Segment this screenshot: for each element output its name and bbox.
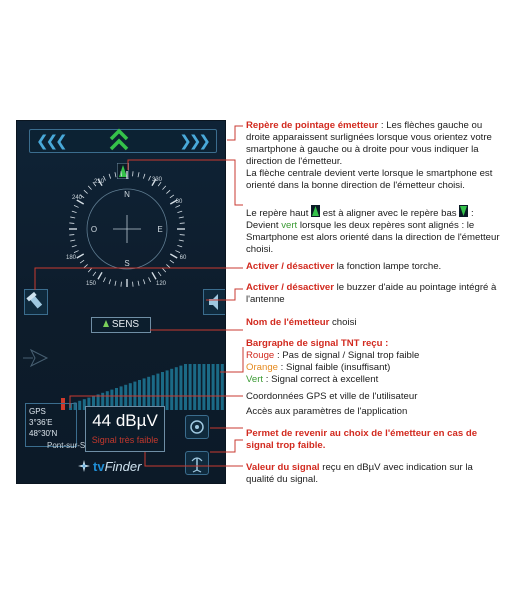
compass-tick <box>88 268 91 272</box>
compass-degree: 150 <box>85 281 97 287</box>
callout-text-green: vert <box>281 220 298 231</box>
compass-tick <box>103 277 105 282</box>
compass-tick <box>93 272 96 276</box>
signal-bar <box>166 370 169 410</box>
tvfinder-logo-icon <box>77 459 91 473</box>
double-chevron-right-icon: ❯❯❯ <box>179 132 208 150</box>
callout-title: Valeur du signal <box>246 462 320 473</box>
signal-bar <box>78 401 81 410</box>
compass-label-o: O <box>90 225 98 234</box>
legend-green: Vert <box>246 374 264 385</box>
signal-bar <box>193 364 196 410</box>
compass-tick <box>72 211 77 213</box>
signal-bar <box>202 364 205 410</box>
green-up-chevron-icon <box>109 127 129 155</box>
compass-tick <box>177 245 182 247</box>
compass-tick <box>166 190 170 193</box>
compass-tick <box>175 205 180 207</box>
station-name-label: SENS <box>111 319 140 330</box>
compass-tick <box>177 211 182 213</box>
signal-bar <box>152 375 155 410</box>
callout-text: lorsque les deux repères sont alignés : le Smartphone est alors orienté dans la direction de l'émetteur choisi. <box>246 220 500 255</box>
compass-tick <box>121 282 122 287</box>
top-marker-icon <box>311 205 320 217</box>
compass-degree: 30 <box>175 199 183 205</box>
app-logo <box>93 459 141 474</box>
compass-tick <box>143 279 145 284</box>
callout-title: Nom de l'émetteur <box>246 317 330 328</box>
compass-tick <box>69 223 74 224</box>
compass-tick <box>80 260 84 263</box>
user-city: Pont-sur-S <box>47 441 86 450</box>
callout-title: Activer / désactiver <box>246 282 334 293</box>
compass-tick <box>74 205 79 207</box>
compass-tick <box>109 279 111 284</box>
legend-green-text: : Signal correct à excellent <box>263 374 379 385</box>
compass-tick <box>179 217 184 218</box>
compass-tick <box>115 172 116 177</box>
torch-toggle-button[interactable] <box>24 289 48 315</box>
station-triangle-icon <box>103 320 109 327</box>
signal-bar <box>170 369 173 410</box>
compass-label-s: S <box>124 259 130 268</box>
compass-tick <box>175 251 180 253</box>
compass-label-e: E <box>157 225 163 234</box>
callout-body: Coordonnées GPS et ville de l'utilisateur <box>246 391 418 402</box>
compass-tick <box>69 235 74 236</box>
callout-pointing-marker <box>246 120 501 192</box>
app-name: Finder <box>104 459 142 474</box>
signal-bar <box>189 364 192 410</box>
signal-bar <box>161 372 164 410</box>
gps-latitude: 48°30'N <box>29 429 58 438</box>
antenna-icon <box>186 452 208 474</box>
callout-title: Repère de pointage émetteur <box>246 120 379 131</box>
compass-tick <box>162 268 165 272</box>
compass-tick <box>109 174 111 179</box>
compass-tick <box>143 174 145 179</box>
callout-body: la fonction lampe torche. <box>334 261 442 272</box>
compass-tick <box>166 264 170 267</box>
compass-tick <box>152 272 156 279</box>
compass-tick <box>70 240 75 241</box>
buzzer-toggle-button[interactable] <box>203 289 226 315</box>
settings-icon <box>186 416 208 438</box>
gps-longitude: 3°36'E <box>29 418 53 427</box>
compass-tick <box>133 171 134 176</box>
signal-bar <box>184 364 187 410</box>
compass-tick <box>162 186 165 190</box>
callout-buzzer <box>246 282 501 306</box>
callout-settings <box>246 406 501 418</box>
callout-body: choisi <box>329 317 357 328</box>
signal-bar <box>198 364 201 410</box>
callout-title: Bargraphe de signal TNT reçu : <box>246 338 389 349</box>
station-name[interactable] <box>91 317 151 333</box>
legend-red: Rouge <box>246 350 275 361</box>
compass-tick <box>115 281 116 286</box>
bottom-marker-icon <box>459 205 468 217</box>
app-name-prefix: tv <box>93 459 105 474</box>
compass-tick <box>84 190 88 193</box>
compass-tick <box>133 282 134 287</box>
signal-status: Signal très faible <box>91 435 159 445</box>
legend-orange: Orange <box>246 362 278 373</box>
gps-label: GPS <box>29 407 46 416</box>
compass-degree: 60 <box>179 255 187 261</box>
signal-value-box <box>85 406 165 452</box>
compass-tick <box>170 260 174 263</box>
callout-text: est à aligner avec le repère bas <box>320 208 457 219</box>
compass-degree: 240 <box>71 195 83 201</box>
callout-body: Accès aux paramètres de l'application <box>246 406 408 417</box>
callout-gps <box>246 391 501 403</box>
callout-alignment <box>246 205 501 256</box>
compass-tick <box>149 277 151 282</box>
legend-red-text: : Pas de signal / Signal trop faible <box>274 350 420 361</box>
signal-bar <box>179 366 182 410</box>
compass-tick <box>158 272 161 276</box>
compass-tick <box>77 254 84 258</box>
compass-tick <box>180 223 185 224</box>
callout-bargraph <box>246 338 501 386</box>
compass-tick <box>138 172 139 177</box>
callout-body: La flèche centrale devient verte lorsque le smartphone est orienté dans la bonne direction de l'émetteur choisi. <box>246 168 493 191</box>
signal-bar <box>175 367 178 410</box>
legend-orange-text: : Signal faible (insuffisant) <box>278 362 391 373</box>
compass-tick <box>149 176 151 181</box>
compass-tick <box>121 171 122 176</box>
compass-tick <box>72 245 77 247</box>
signal-bar <box>216 364 219 410</box>
callout-title: Permet de revenir au choix de l'émetteur en cas de signal trop faible. <box>246 428 478 451</box>
compass-tick <box>84 264 88 267</box>
callout-body: le buzzer d'aide au pointage intégré à l'antenne <box>246 282 497 305</box>
signal-bar <box>156 374 159 410</box>
settings-button[interactable] <box>185 415 209 439</box>
callout-text: Le repère haut <box>246 208 309 219</box>
callout-text: : Devient <box>246 208 474 231</box>
callout-change-station <box>246 428 501 452</box>
callout-signal-value <box>246 462 501 486</box>
compass-dial <box>61 163 193 295</box>
compass-tick <box>138 281 139 286</box>
callout-station-name <box>246 317 501 329</box>
compass-tick <box>74 251 79 253</box>
compass-degree: 180 <box>65 255 77 261</box>
app-screen <box>16 120 226 484</box>
double-chevron-left-icon: ❮❮❮ <box>36 132 65 150</box>
compass-label-n: N <box>124 190 130 199</box>
callout-body: reçu en dBµV avec indication sur la qualité du signal. <box>246 462 473 485</box>
torch-icon <box>25 290 47 314</box>
speaker-icon <box>204 290 226 314</box>
signal-bar <box>207 364 210 410</box>
tv-signal-icon <box>23 350 47 366</box>
signal-bar <box>212 364 215 410</box>
compass-degree: 210 <box>93 179 105 185</box>
compass-tick <box>180 235 185 236</box>
change-station-button[interactable] <box>185 451 209 475</box>
compass-degree: 120 <box>155 281 167 287</box>
callout-torch <box>246 261 501 273</box>
callout-body: : Les flèches gauche ou droite apparaissent surlignées lorsque vous orientez votre smartphone à gauche ou à droite pour vous indiquer la direction de l'émetteur. <box>246 120 492 167</box>
compass-tick <box>170 195 174 198</box>
signal-bar <box>221 364 224 410</box>
compass-tick <box>179 240 184 241</box>
compass-tick <box>88 186 91 190</box>
compass-degree: 330 <box>151 177 163 183</box>
signal-value: 44 dBµV <box>92 411 158 430</box>
compass-tick <box>98 272 102 279</box>
compass-tick <box>170 254 177 258</box>
compass-tick <box>70 217 75 218</box>
callout-title: Activer / désactiver <box>246 261 334 272</box>
